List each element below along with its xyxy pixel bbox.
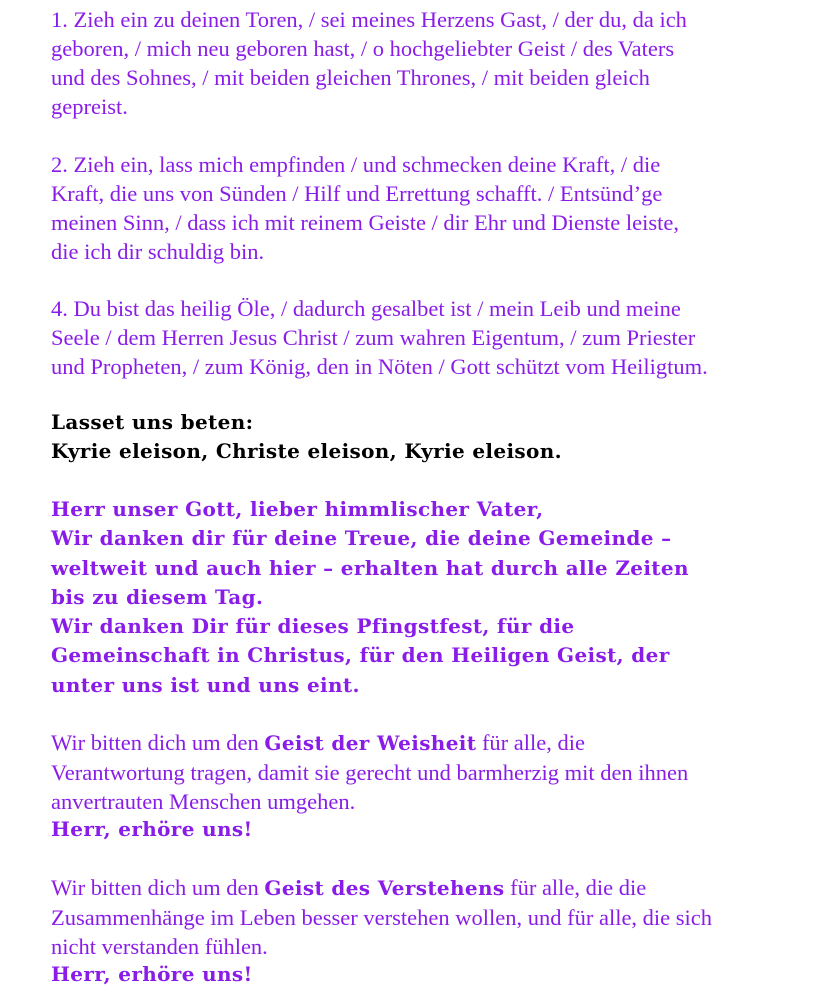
prayer-line: bis zu diesem Tag. xyxy=(51,584,264,609)
prayer-call-line: Lasset uns beten: xyxy=(51,410,254,434)
intercession-line: Zusammenhänge im Leben besser verstehen wollen, und für alle, die sich xyxy=(51,905,713,930)
intercession-post: für alle, die xyxy=(476,730,586,755)
prayer-line: unter uns ist und uns eint. xyxy=(51,672,360,697)
intercession-pre: Wir bitten dich um den xyxy=(51,730,265,755)
verse-line: meinen Sinn, / dass ich mit reinem Geiste / dir Ehr und Dienste leiste, xyxy=(51,210,680,235)
intercession-first-line xyxy=(51,873,811,903)
intercession-2 xyxy=(51,873,811,961)
response-line: Herr, erhöre uns! xyxy=(51,962,253,986)
intercession-post: für alle, die die xyxy=(504,875,647,900)
intercession-line: Verantwortung tragen, damit sie gerecht und barmherzig mit den ihnen xyxy=(51,760,689,785)
intercession-first-line xyxy=(51,728,811,758)
verse-line: Kraft, die uns von Sünden / Hilf und Errettung schafft. / Entsünd’ge xyxy=(51,181,663,206)
response-line: Herr, erhöre uns! xyxy=(51,817,253,841)
prayer-intro xyxy=(51,495,821,700)
intercession-1 xyxy=(51,728,811,816)
verse-line: Seele / dem Herren Jesus Christ / zum wahren Eigentum, / zum Priester xyxy=(51,325,696,350)
intercession-pre: Wir bitten dich um den xyxy=(51,875,265,900)
intercession-highlight: Geist des Verstehens xyxy=(264,876,505,900)
verse-line: die ich dir schuldig bin. xyxy=(51,239,265,264)
prayer-call-line: Kyrie eleison, Christe eleison, Kyrie eleison. xyxy=(51,439,562,464)
verse-2 xyxy=(51,150,811,266)
prayer-line: weltweit und auch hier – erhalten hat durch alle Zeiten xyxy=(51,555,689,580)
verse-line: 1. Zieh ein zu deinen Toren, / sei meines Herzens Gast, / der du, da ich xyxy=(51,7,687,32)
intercession-2-response xyxy=(51,960,821,989)
intercession-line: nicht verstanden fühlen. xyxy=(51,934,268,959)
verse-4 xyxy=(51,294,811,381)
verse-line: und Propheten, / zum König, den in Nöten / Gott schützt vom Heiligtum. xyxy=(51,354,708,379)
verse-line: geboren, / mich neu geboren hast, / o hochgeliebter Geist / des Vaters xyxy=(51,36,675,61)
verse-line: 2. Zieh ein, lass mich empfinden / und schmecken deine Kraft, / die xyxy=(51,152,661,177)
prayer-line: Wir danken Dir für dieses Pfingstfest, für die xyxy=(51,614,575,639)
verse-line: gepreist. xyxy=(51,94,128,119)
intercession-line: anvertrauten Menschen umgehen. xyxy=(51,789,356,814)
verse-line: 4. Du bist das heilig Öle, / dadurch gesalbet ist / mein Leib und meine xyxy=(51,296,681,321)
intercession-1-response xyxy=(51,815,821,844)
intercession-highlight: Geist der Weisheit xyxy=(264,731,477,755)
verse-1 xyxy=(51,5,811,121)
prayer-call xyxy=(51,408,821,467)
prayer-line: Wir danken dir für deine Treue, die deine Gemeinde – xyxy=(51,526,672,551)
prayer-line: Gemeinschaft in Christus, für den Heiligen Geist, der xyxy=(51,643,670,668)
prayer-line: Herr unser Gott, lieber himmlischer Vater, xyxy=(51,497,544,521)
verse-line: und des Sohnes, / mit beiden gleichen Thrones, / mit beiden gleich xyxy=(51,65,650,90)
